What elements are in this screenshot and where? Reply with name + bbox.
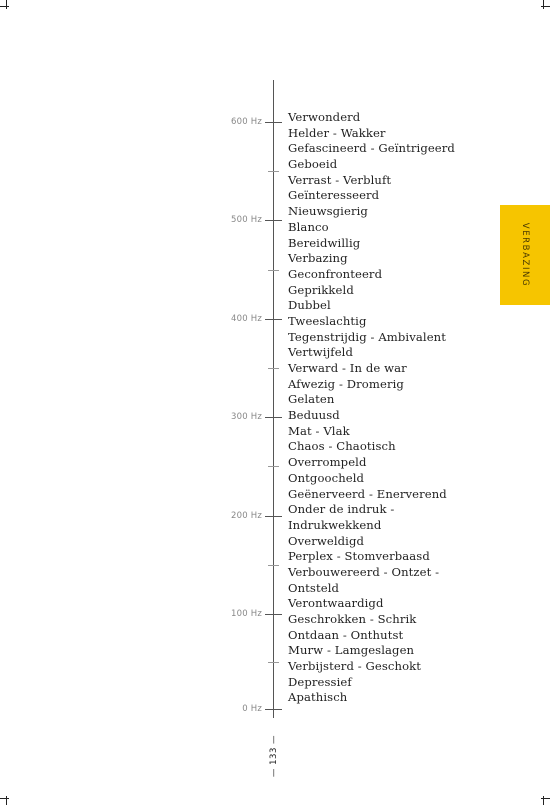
list-item: Geschrokken - Schrik: [288, 612, 417, 626]
tick-600: [265, 122, 282, 123]
list-item: Verbouwereerd - Ontzet -: [288, 564, 440, 579]
tick-200: [265, 516, 282, 517]
list-item: Overrompeld: [288, 455, 367, 470]
list-item: Perplex - Stomverbaasd: [288, 549, 430, 564]
hz-label-600: 600 Hz: [231, 117, 262, 127]
tick-100: [265, 614, 282, 615]
list-item: Geënerveerd - Enerverend: [288, 486, 447, 501]
minor-tick: [268, 662, 279, 663]
list-item: Ontsteld: [288, 580, 340, 595]
list-item: Tegenstrijdig - Ambivalent: [288, 329, 446, 344]
list-item: Overweldigd: [288, 533, 365, 548]
crop-mark-top-left-v: [6, 0, 7, 9]
minor-tick: [268, 171, 279, 172]
crop-mark-bottom-left-v: [6, 796, 7, 805]
crop-mark-top-left-h: [0, 6, 9, 7]
section-tab-label: VERBAZING: [520, 222, 530, 288]
list-item: Ontdaan - Onthutst: [288, 627, 404, 642]
hz-label-200: 200 Hz: [231, 511, 262, 521]
list-item: Dubbel: [288, 298, 331, 313]
hz-label-100: 100 Hz: [231, 609, 262, 619]
list-item: Nieuwsgierig: [288, 204, 368, 219]
hz-label-500: 500 Hz: [231, 215, 262, 225]
minor-tick: [268, 368, 279, 369]
crop-mark-top-right-v: [543, 0, 544, 9]
crop-mark-bottom-left-h: [0, 798, 9, 799]
list-item: Gelaten: [288, 392, 335, 407]
list-item: Geboeid: [288, 157, 338, 172]
page-number: — 133 —: [269, 734, 279, 778]
minor-tick: [268, 565, 279, 566]
hz-label-400: 400 Hz: [231, 314, 262, 324]
hz-label-0: 0 Hz: [242, 704, 262, 714]
minor-tick: [268, 270, 279, 271]
list-item: Verontwaardigd: [288, 596, 384, 611]
tick-300: [265, 417, 282, 418]
list-item: Verrast - Verbluft: [288, 172, 392, 187]
tick-0: [265, 709, 282, 710]
list-item: Geconfronteerd: [288, 266, 383, 281]
hz-label-300: 300 Hz: [231, 412, 262, 422]
list-item: Chaos - Chaotisch: [288, 439, 396, 454]
tick-500: [265, 220, 282, 221]
minor-tick: [268, 466, 279, 467]
list-item: Verwonderd: [288, 110, 361, 124]
frequency-axis: [273, 80, 274, 718]
list-item: Bereidwillig: [288, 235, 361, 250]
list-item: Geprikkeld: [288, 282, 354, 297]
list-item: Indrukwekkend: [288, 517, 382, 532]
emotion-word-list: [288, 110, 455, 706]
list-item: Geïnteresseerd: [288, 188, 380, 203]
list-item: Murw - Lamgeslagen: [288, 643, 415, 658]
list-item: Apathisch: [288, 690, 348, 705]
list-item: Verbijsterd - Geschokt: [288, 659, 422, 674]
list-item: Gefascineerd - Geïntrigeerd: [288, 141, 455, 156]
tick-400: [265, 319, 282, 320]
list-item: Verward - In de war: [288, 361, 407, 375]
list-item: Beduusd: [288, 408, 340, 423]
section-tab: [500, 205, 550, 305]
list-item: Ontgoocheld: [288, 470, 365, 485]
list-item: Tweeslachtig: [288, 313, 367, 328]
list-item: Helder - Wakker: [288, 125, 386, 140]
page-number-container: [262, 734, 286, 778]
crop-mark-bottom-right-v: [543, 796, 544, 805]
list-item: Afwezig - Dromerig: [288, 376, 404, 391]
list-item: Blanco: [288, 219, 329, 234]
list-item: Mat - Vlak: [288, 423, 350, 438]
list-item: Vertwijfeld: [288, 345, 353, 360]
list-item: Onder de indruk -: [288, 502, 395, 517]
list-item: Verbazing: [288, 251, 348, 266]
list-item: Depressief: [288, 674, 352, 689]
